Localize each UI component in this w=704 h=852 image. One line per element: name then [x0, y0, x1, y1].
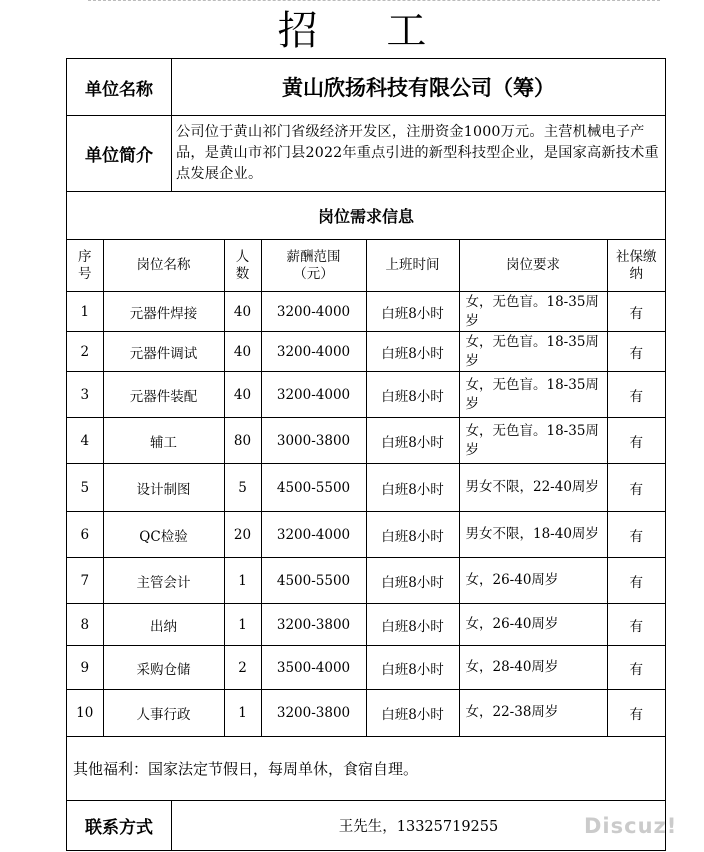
cell-insurance: 有	[607, 292, 665, 332]
cell-insurance: 有	[607, 558, 665, 604]
cell-hours: 白班8小时	[366, 332, 459, 372]
cell-hours: 白班8小时	[366, 292, 459, 332]
cell-salary: 3200-4000	[261, 292, 366, 332]
company-label: 单位名称	[67, 59, 172, 115]
table-row	[67, 372, 665, 418]
cell-insurance: 有	[607, 512, 665, 558]
cell-name: 人事行政	[103, 690, 224, 736]
cell-req: 女，无色盲。18-35周岁	[459, 372, 607, 418]
intro-row	[67, 115, 665, 191]
cell-count: 80	[224, 418, 261, 464]
cell-req: 女，22-38周岁	[459, 690, 607, 736]
header-count: 人数	[224, 240, 261, 292]
cell-salary: 3200-3800	[261, 690, 366, 736]
cell-req: 女，无色盲。18-35周岁	[459, 332, 607, 372]
cell-salary: 3200-4000	[261, 372, 366, 418]
cell-insurance: 有	[607, 372, 665, 418]
contact-value: 王先生，13325719255	[338, 818, 499, 835]
cell-no: 4	[67, 418, 103, 464]
table-row	[67, 646, 665, 690]
cell-hours: 白班8小时	[366, 604, 459, 646]
intro-label: 单位简介	[67, 116, 172, 191]
header-insurance: 社保缴纳	[607, 240, 665, 292]
cell-name: 主管会计	[103, 558, 224, 604]
cell-count: 2	[224, 646, 261, 690]
cell-name: 元器件装配	[103, 372, 224, 418]
cell-count: 1	[224, 690, 261, 736]
table-row	[67, 512, 665, 558]
table-row	[67, 690, 665, 736]
cell-name: 辅工	[103, 418, 224, 464]
section-row	[67, 191, 665, 239]
table-row	[67, 604, 665, 646]
jobs-table	[67, 239, 665, 736]
cell-insurance: 有	[607, 464, 665, 512]
table-row	[67, 292, 665, 332]
table-header-row	[67, 240, 665, 292]
cell-name: 采购仓储	[103, 646, 224, 690]
top-dashed-line	[88, 0, 660, 1]
cell-salary: 3200-4000	[261, 512, 366, 558]
cell-no: 10	[67, 690, 103, 736]
cell-insurance: 有	[607, 604, 665, 646]
contact-label: 联系方式	[67, 801, 172, 850]
welfare-row	[67, 736, 665, 800]
contact-row	[67, 800, 665, 850]
cell-hours: 白班8小时	[366, 372, 459, 418]
welfare-text: 其他福利：国家法定节假日，每周单休，食宿自理。	[73, 759, 419, 778]
cell-hours: 白班8小时	[366, 558, 459, 604]
cell-count: 20	[224, 512, 261, 558]
cell-hours: 白班8小时	[366, 646, 459, 690]
cell-count: 40	[224, 372, 261, 418]
header-hours: 上班时间	[366, 240, 459, 292]
header-name: 岗位名称	[103, 240, 224, 292]
cell-hours: 白班8小时	[366, 690, 459, 736]
cell-hours: 白班8小时	[366, 512, 459, 558]
cell-count: 1	[224, 558, 261, 604]
cell-salary: 3200-3800	[261, 604, 366, 646]
cell-count: 1	[224, 604, 261, 646]
section-title: 岗位需求信息	[317, 207, 414, 226]
cell-name: 设计制图	[103, 464, 224, 512]
cell-no: 5	[67, 464, 103, 512]
cell-salary: 3500-4000	[261, 646, 366, 690]
cell-req: 男女不限，22-40周岁	[459, 464, 607, 512]
cell-no: 7	[67, 558, 103, 604]
cell-insurance: 有	[607, 332, 665, 372]
cell-req: 女，26-40周岁	[459, 604, 607, 646]
cell-name: 元器件调试	[103, 332, 224, 372]
cell-insurance: 有	[607, 418, 665, 464]
header-salary: 薪酬范围（元）	[261, 240, 366, 292]
cell-hours: 白班8小时	[366, 464, 459, 512]
cell-no: 6	[67, 512, 103, 558]
cell-count: 40	[224, 332, 261, 372]
cell-salary: 3000-3800	[261, 418, 366, 464]
cell-count: 5	[224, 464, 261, 512]
cell-name: QC检验	[103, 512, 224, 558]
intro-text: 公司位于黄山祁门省级经济开发区，注册资金1000万元。主营机械电子产品，是黄山市祁门县2022年重点引进的新型科技型企业，是国家高新技术重点发展企业。	[176, 124, 659, 182]
cell-req: 女，28-40周岁	[459, 646, 607, 690]
cell-salary: 4500-5500	[261, 558, 366, 604]
cell-req: 女，26-40周岁	[459, 558, 607, 604]
page-title: 招 工	[277, 8, 455, 54]
cell-name: 出纳	[103, 604, 224, 646]
cell-insurance: 有	[607, 646, 665, 690]
cell-req: 男女不限，18-40周岁	[459, 512, 607, 558]
table-row	[67, 464, 665, 512]
cell-name: 元器件焊接	[103, 292, 224, 332]
header-no: 序号	[67, 240, 103, 292]
cell-no: 8	[67, 604, 103, 646]
cell-salary: 4500-5500	[261, 464, 366, 512]
cell-req: 女，无色盲。18-35周岁	[459, 418, 607, 464]
table-row	[67, 332, 665, 372]
cell-salary: 3200-4000	[261, 332, 366, 372]
cell-req: 女，无色盲。18-35周岁	[459, 292, 607, 332]
recruitment-form	[66, 58, 666, 851]
company-row	[67, 59, 665, 115]
company-name: 黄山欣扬科技有限公司（筹）	[282, 76, 555, 100]
cell-count: 40	[224, 292, 261, 332]
cell-no: 9	[67, 646, 103, 690]
discuz-watermark: Discuz!	[584, 814, 678, 838]
cell-no: 3	[67, 372, 103, 418]
table-row	[67, 418, 665, 464]
cell-no: 2	[67, 332, 103, 372]
table-row	[67, 558, 665, 604]
cell-hours: 白班8小时	[366, 418, 459, 464]
cell-insurance: 有	[607, 690, 665, 736]
cell-no: 1	[67, 292, 103, 332]
header-req: 岗位要求	[459, 240, 607, 292]
